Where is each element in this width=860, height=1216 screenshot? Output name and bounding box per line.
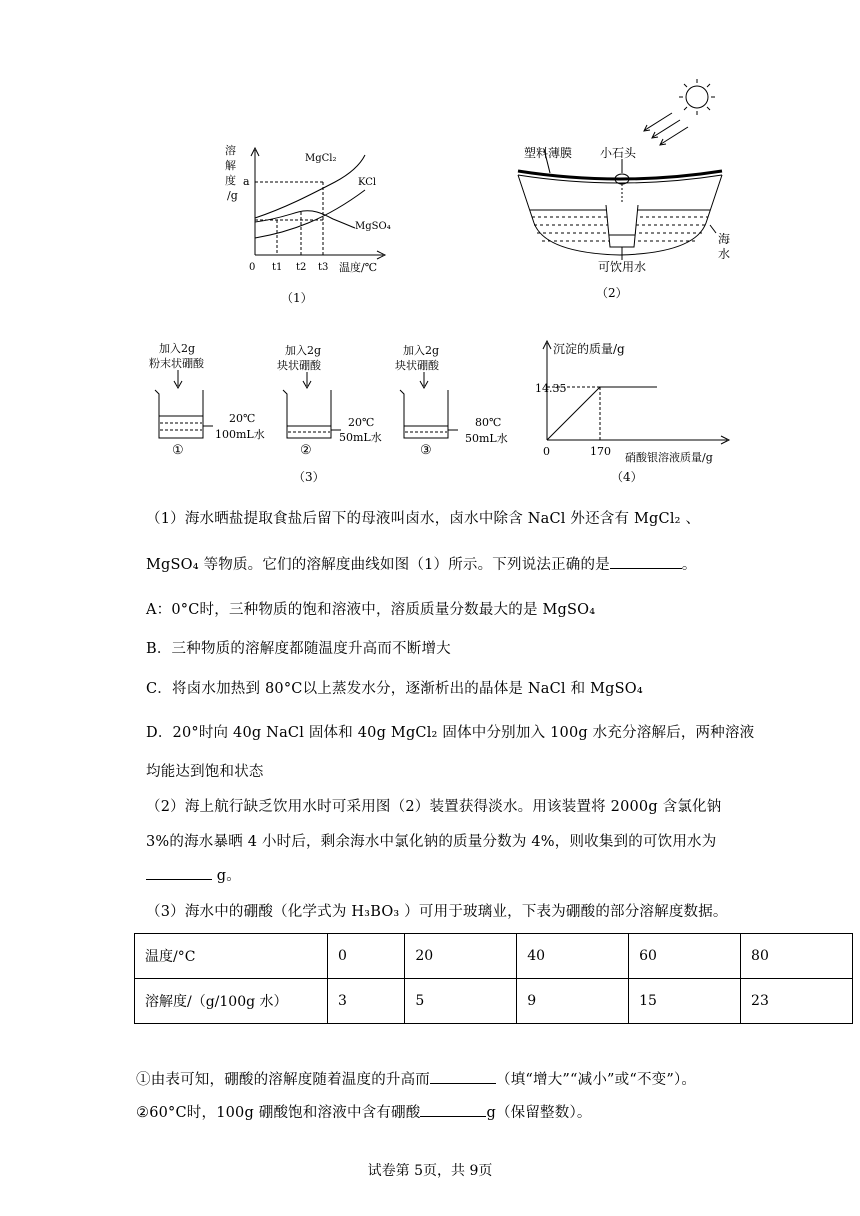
table-cell: 15: [629, 979, 741, 1024]
label-film: 塑料薄膜: [524, 146, 573, 160]
beaker3-add-1: 加入2g: [403, 344, 440, 357]
table-cell: 23: [741, 979, 853, 1024]
q1-option-a: A：0°C时，三种物质的饱和溶液中，溶质质量分数最大的是 MgSO₄: [146, 602, 596, 618]
fig4-y-label: 沉淀的质量/g: [553, 342, 625, 356]
q1-option-d-line2: 均能达到饱和状态: [146, 764, 264, 780]
q2-line2: 3%的海水暴晒 4 小时后，剩余海水中氯化钠的质量分数为 4%，则收集到的可饮用水为: [146, 834, 717, 850]
q1-answer-blank[interactable]: [610, 554, 682, 569]
fig1-curve-mgcl2: MgCl₂: [305, 153, 337, 164]
fig1-y-label-3: 度: [225, 174, 236, 187]
q3-intro: （3）海水中的硼酸（化学式为 H₃BO₃ ）可用于玻璃业，下表为硼酸的部分溶解度数据。: [146, 904, 728, 920]
q3-sub1-text: ①由表可知，硼酸的溶解度随着温度的升高而: [136, 1072, 430, 1088]
table-row-solubility: [135, 979, 853, 1024]
fig4-y-value: 14.35: [535, 382, 567, 395]
q1-option-b: B．三种物质的溶解度都随温度升高而不断增大: [146, 641, 451, 657]
beaker3-number: ③: [420, 443, 432, 458]
q2-answer-blank[interactable]: [146, 865, 212, 880]
fig4-x-value: 170: [590, 445, 611, 458]
fig1-curve-kcl: KCl: [358, 177, 377, 188]
beaker1-temp: 20℃: [229, 412, 256, 425]
q1-option-d-line1: D．20°时向 40g NaCl 固体和 40g MgCl₂ 固体中分别加入 100g 水充分溶解后，两种溶液: [146, 725, 755, 741]
table-cell: 3: [328, 979, 405, 1024]
table-cell: 80: [741, 934, 853, 979]
fig1-x-tick-t3: t3: [318, 262, 329, 273]
beaker3-add-2: 块状硼酸: [395, 359, 439, 372]
q2-line3-end: g。: [212, 868, 241, 884]
fig1-x-tick-t2: t2: [296, 262, 307, 273]
fig1-y-label-4: /g: [227, 189, 238, 202]
page-footer: 试卷第 5页，共 9页: [367, 1163, 493, 1179]
fig2-caption: （2）: [596, 286, 628, 300]
table-cell: 0: [328, 934, 405, 979]
boric-acid-solubility-table: [134, 933, 853, 1024]
beaker2-temp: 20℃: [348, 416, 375, 429]
table-row-temperature: [135, 934, 853, 979]
beaker1-add-1: 加入2g: [159, 342, 196, 355]
q3-sub2-end: g（保留整数）。: [486, 1105, 592, 1121]
table-cell: 40: [517, 934, 629, 979]
beaker2-number: ②: [300, 443, 312, 458]
q3-sub2-blank[interactable]: [420, 1102, 486, 1117]
sun-icon: [686, 86, 708, 108]
fig1-y-label-2: 解: [225, 159, 236, 172]
table-cell: 9: [517, 979, 629, 1024]
beaker2-add-2: 块状硼酸: [277, 359, 321, 372]
q3-sub1-blank[interactable]: [430, 1069, 496, 1084]
fig1-caption: （1）: [281, 291, 313, 305]
q3-sub2-text: ②60°C时，100g 硼酸饱和溶液中含有硼酸: [136, 1105, 421, 1121]
table-cell: 温度/°C: [135, 934, 328, 979]
q1-line2-text: MgSO₄ 等物质。它们的溶解度曲线如图（1）所示。下列说法正确的是: [146, 557, 610, 573]
label-seawater-2: 水: [718, 247, 731, 261]
q2-line3: [146, 864, 241, 885]
fig4-origin: 0: [543, 445, 550, 458]
table-cell: 60: [629, 934, 741, 979]
fig1-curve-mgso4: MgSO₄: [355, 221, 391, 232]
label-drinking-water: 可饮用水: [598, 260, 647, 274]
fig4-x-label: 硝酸银溶液质量/g: [625, 451, 713, 464]
fig1-x-tick-0: 0: [249, 262, 256, 273]
table-cell: 20: [405, 934, 517, 979]
label-seawater-1: 海: [718, 232, 731, 246]
q2-line1: （2）海上航行缺乏饮用水时可采用图（2）装置获得淡水。用该装置将 2000g 含氯化钠: [146, 799, 722, 815]
table-cell: 溶解度/（g/100g 水）: [135, 979, 328, 1024]
q1-option-c: C．将卤水加热到 80°C以上蒸发水分，逐渐析出的晶体是 NaCl 和 MgSO₄: [146, 681, 643, 697]
beaker3-water: 50mL水: [465, 432, 508, 445]
q3-sub2: [136, 1101, 592, 1122]
beaker1-water: 100mL水: [215, 428, 265, 441]
q3-sub1-hint: （填“增大”“减小”或“不变”）。: [496, 1072, 697, 1088]
beaker3-temp: 80℃: [475, 416, 502, 429]
figure-2-solar-still: [510, 75, 750, 305]
figure-4-precipitate-chart: [535, 335, 740, 490]
beaker2-water: 50mL水: [339, 431, 382, 444]
fig1-y-label-1: 溶: [225, 144, 236, 157]
figure-1-solubility-curves: [215, 140, 415, 315]
beaker2-add-1: 加入2g: [285, 344, 322, 357]
table-cell: 5: [405, 979, 517, 1024]
figure-3-beakers: [145, 338, 520, 488]
fig4-caption: （4）: [611, 470, 643, 484]
fig1-y-tick-a: a: [243, 175, 250, 188]
q1-line2: [146, 553, 697, 574]
beaker1-add-2: 粉末状硼酸: [149, 357, 204, 370]
beaker1-number: ①: [172, 443, 184, 458]
q1-line2-end: 。: [681, 557, 697, 573]
label-stone: 小石头: [600, 146, 637, 160]
fig3-caption: （3）: [293, 470, 325, 484]
fig1-x-tick-t1: t1: [272, 262, 283, 273]
fig1-x-axis-label: 温度/℃: [339, 261, 378, 274]
q1-line1: （1）海水晒盐提取食盐后留下的母液叫卤水，卤水中除含 NaCl 外还含有 MgCl₂ 、: [146, 511, 701, 527]
q3-sub1: [136, 1068, 696, 1089]
